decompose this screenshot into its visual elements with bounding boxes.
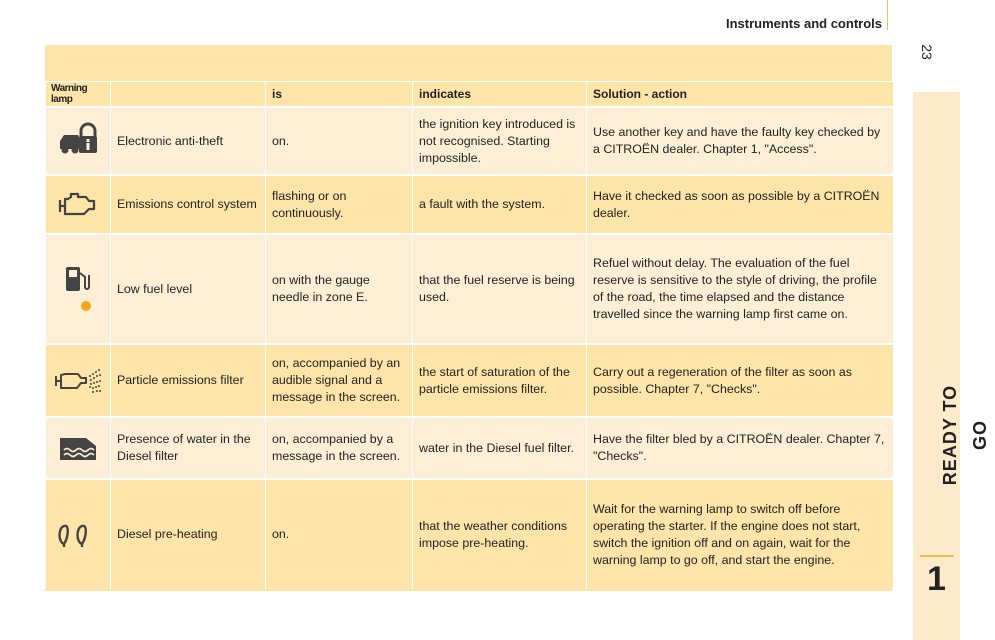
chapter-divider [920, 555, 954, 557]
row-indicates: water in the Diesel fuel filter. [413, 417, 587, 479]
warning-table [45, 81, 893, 589]
table-row [46, 107, 893, 175]
row-action: Have it checked as soon as possible by a CITROËN dealer. [587, 175, 893, 234]
row-action: Refuel without delay. The evaluation of the fuel reserve is sensitive to the style of driving, the profile of the road, the time elapsed and the distance travelled since the warning lamp first came on. [587, 234, 893, 344]
row-indicates: the ignition key introduced is not recognised. Starting impossible. [413, 107, 587, 175]
row-name: Presence of water in the Diesel filter [111, 417, 266, 479]
anti-theft-icon [46, 107, 111, 175]
header-indicates: indicates [413, 82, 587, 108]
header-divider [887, 0, 888, 30]
particle-filter-icon [46, 344, 111, 417]
row-is: on. [266, 479, 413, 589]
row-is: flashing or on continuously. [266, 175, 413, 234]
engine-icon [46, 175, 111, 234]
table-row [46, 479, 893, 589]
row-indicates: that the weather conditions impose pre-heating. [413, 479, 587, 589]
row-name: Emissions control system [111, 175, 266, 234]
preheating-icon [46, 479, 111, 589]
section-title: Instruments and controls [725, 16, 882, 31]
header-name [111, 82, 266, 108]
table-row [46, 234, 893, 344]
row-name: Low fuel level [111, 234, 266, 344]
row-action: Have the filter bled by a CITROËN dealer. Chapter 7, "Checks". [587, 417, 893, 479]
table-row [46, 344, 893, 417]
row-action: Carry out a regeneration of the filter as soon as possible. Chapter 7, "Checks". [587, 344, 893, 417]
table-top-band [45, 45, 892, 81]
header-solution: Solution - action [587, 82, 893, 108]
row-is: on, accompanied by a message in the screen. [266, 417, 413, 479]
row-name: Diesel pre-heating [111, 479, 266, 589]
row-action: Use another key and have the faulty key checked by a CITROËN dealer. Chapter 1, "Access". [587, 107, 893, 175]
row-is: on. [266, 107, 413, 175]
row-indicates: that the fuel reserve is being used. [413, 234, 587, 344]
row-action: Wait for the warning lamp to switch off before operating the starter. If the engine does not start, switch the ignition off and on again, wait for the warning lamp to go off, and start the engine. [587, 479, 893, 589]
warning-lamp-table [45, 45, 892, 591]
row-name: Particle emissions filter [111, 344, 266, 417]
row-indicates: the start of saturation of the particle emissions filter. [413, 344, 587, 417]
chapter-number: 1 [927, 560, 946, 598]
page-number: 23 [919, 44, 935, 60]
table-row [46, 417, 893, 479]
header-is: is [266, 82, 413, 108]
row-name: Electronic anti-theft [111, 107, 266, 175]
chapter-tab [913, 92, 960, 640]
chapter-label: READY TO GO [940, 384, 990, 486]
row-indicates: a fault with the system. [413, 175, 587, 234]
row-is: on with the gauge needle in zone E. [266, 234, 413, 344]
header-warning-lamp: Warning lamp [46, 82, 111, 108]
fuel-pump-icon [46, 234, 111, 344]
table-header-row [46, 82, 893, 108]
water-in-diesel-icon [46, 417, 111, 479]
row-is: on, accompanied by an audible signal and a message in the screen. [266, 344, 413, 417]
table-row [46, 175, 893, 234]
